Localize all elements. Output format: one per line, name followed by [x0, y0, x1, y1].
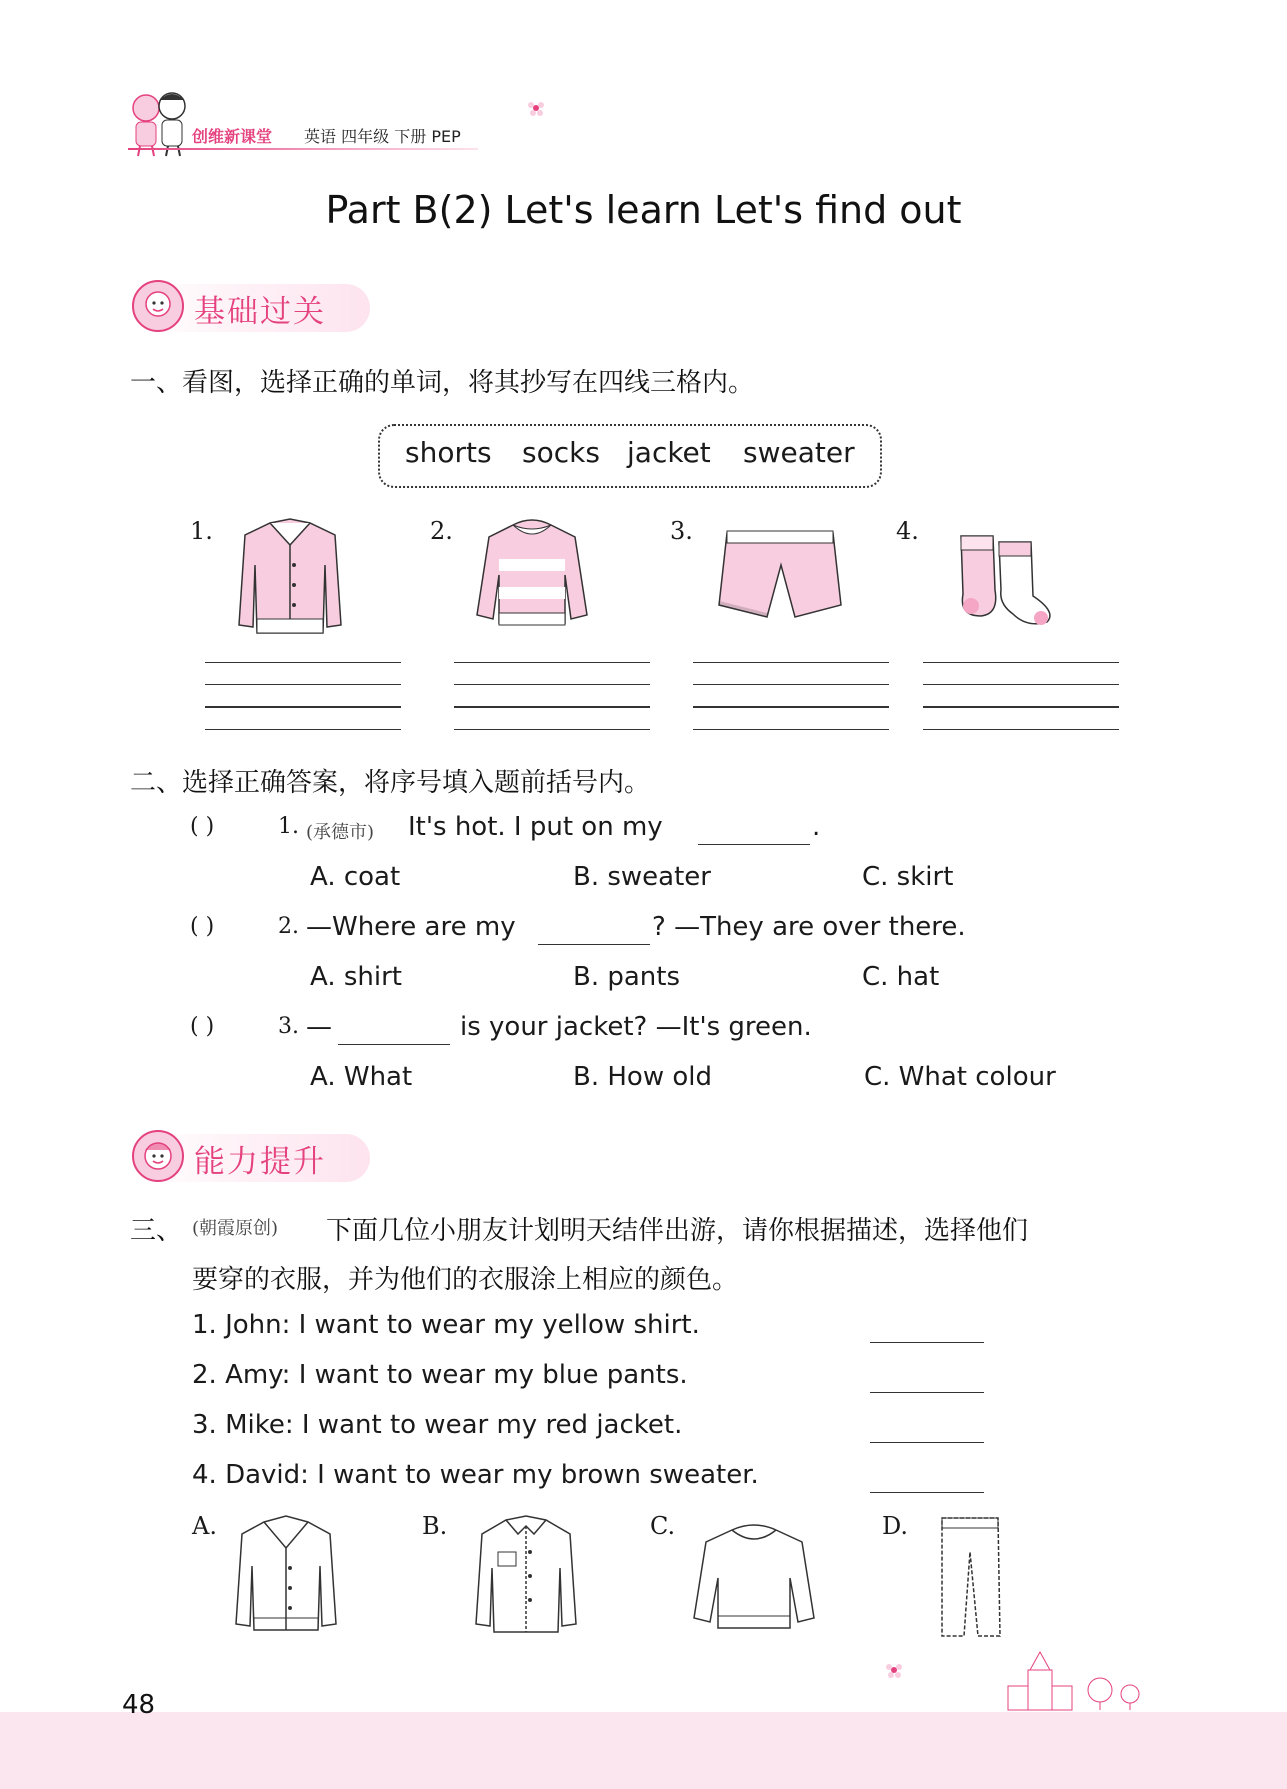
answer-blank[interactable] [538, 943, 650, 945]
section-title-advanced: 能力提升 [194, 1144, 326, 1180]
part3-instruction-line2: 要穿的衣服，并为他们的衣服涂上相应的颜色。 [192, 1265, 739, 1295]
item-number: 3. [670, 517, 693, 545]
answer-bracket[interactable]: ( ) [190, 914, 215, 939]
question-text-end: is your jacket? —It's green. [460, 1012, 812, 1042]
part3-prefix: 三、 [130, 1216, 183, 1246]
shirt-outline-icon[interactable] [472, 1512, 580, 1637]
four-line-grid[interactable] [205, 662, 401, 730]
shorts-icon [715, 525, 845, 625]
answer-blank[interactable] [870, 1391, 984, 1393]
header-edition: PEP [431, 127, 461, 146]
four-line-grid[interactable] [454, 662, 650, 730]
flower-icon [884, 1660, 904, 1680]
page-title: Part B(2) Let's learn Let's find out [325, 188, 962, 232]
girl-mascot-icon [130, 278, 186, 334]
sweater-outline-icon[interactable] [690, 1520, 818, 1635]
section-title-basic: 基础过关 [194, 294, 326, 330]
header-subtitle [304, 124, 461, 147]
word-bank-item: sweater [743, 436, 855, 469]
castle-icon [990, 1650, 1160, 1712]
statement: 3. Mike: I want to wear my red jacket. [192, 1410, 683, 1440]
option-c[interactable]: C. hat [862, 962, 940, 992]
four-line-grid[interactable] [693, 662, 889, 730]
header-subject: 英语 [304, 127, 337, 146]
option-c[interactable]: C. skirt [862, 862, 954, 892]
page-number: 48 [122, 1690, 156, 1720]
option-b[interactable]: B. How old [573, 1062, 712, 1092]
choice-label: B. [422, 1512, 448, 1540]
question-text-end: . [812, 812, 821, 842]
statement: 2. Amy: I want to wear my blue pants. [192, 1360, 688, 1390]
sweater-icon [475, 515, 590, 635]
question-text: It's hot. I put on my [408, 812, 663, 842]
word-bank-item: socks [522, 436, 600, 469]
question-source-tag: (承德市) [306, 822, 375, 843]
answer-blank[interactable] [338, 1043, 450, 1045]
answer-blank[interactable] [698, 843, 810, 845]
answer-blank[interactable] [870, 1441, 984, 1443]
item-number: 2. [430, 517, 453, 545]
word-bank-item: shorts [405, 436, 492, 469]
answer-blank[interactable] [870, 1491, 984, 1493]
part3-source-tag: (朝霞原创) [192, 1218, 279, 1239]
item-number: 1. [190, 517, 213, 545]
item-number: 4. [896, 517, 919, 545]
answer-blank[interactable] [870, 1341, 984, 1343]
question-text-end: ? —They are over there. [652, 912, 966, 942]
choice-label: D. [882, 1512, 909, 1540]
option-a[interactable]: A. What [310, 1062, 413, 1092]
question-text: — [306, 1012, 332, 1042]
socks-icon [955, 530, 1065, 630]
option-b[interactable]: B. sweater [573, 862, 711, 892]
jacket-icon [235, 515, 345, 640]
header-volume: 下册 [394, 127, 427, 146]
option-b[interactable]: B. pants [573, 962, 681, 992]
boy-mascot-icon [130, 1128, 186, 1184]
choice-label: A. [192, 1512, 217, 1540]
header-underline [128, 148, 478, 150]
statement: 4. David: I want to wear my brown sweater. [192, 1460, 759, 1490]
pants-outline-icon[interactable] [934, 1512, 1006, 1642]
part3-instruction-line1: 下面几位小朋友计划明天结伴出游，请你根据描述，选择他们 [326, 1216, 1029, 1246]
option-a[interactable]: A. coat [310, 862, 401, 892]
part2-instruction: 二、选择正确答案，将序号填入题前括号内。 [130, 768, 651, 798]
question-text: —Where are my [306, 912, 516, 942]
answer-bracket[interactable]: ( ) [190, 1014, 215, 1039]
answer-bracket[interactable]: ( ) [190, 814, 215, 839]
jacket-outline-icon[interactable] [232, 1512, 340, 1637]
question-number: 2. [278, 914, 299, 939]
flower-icon [526, 98, 546, 118]
choice-label: C. [650, 1512, 676, 1540]
word-bank-item: jacket [627, 436, 711, 469]
option-c[interactable]: C. What colour [864, 1062, 1056, 1092]
header-brand: 创维新课堂 [192, 127, 273, 146]
four-line-grid[interactable] [923, 662, 1119, 730]
header-grade: 四年级 [341, 127, 390, 146]
option-a[interactable]: A. shirt [310, 962, 402, 992]
footer-band [0, 1712, 1287, 1789]
statement: 1. John: I want to wear my yellow shirt. [192, 1310, 700, 1340]
question-number: 1. [278, 814, 299, 839]
question-number: 3. [278, 1014, 299, 1039]
part1-instruction: 一、看图，选择正确的单词，将其抄写在四线三格内。 [130, 368, 755, 398]
